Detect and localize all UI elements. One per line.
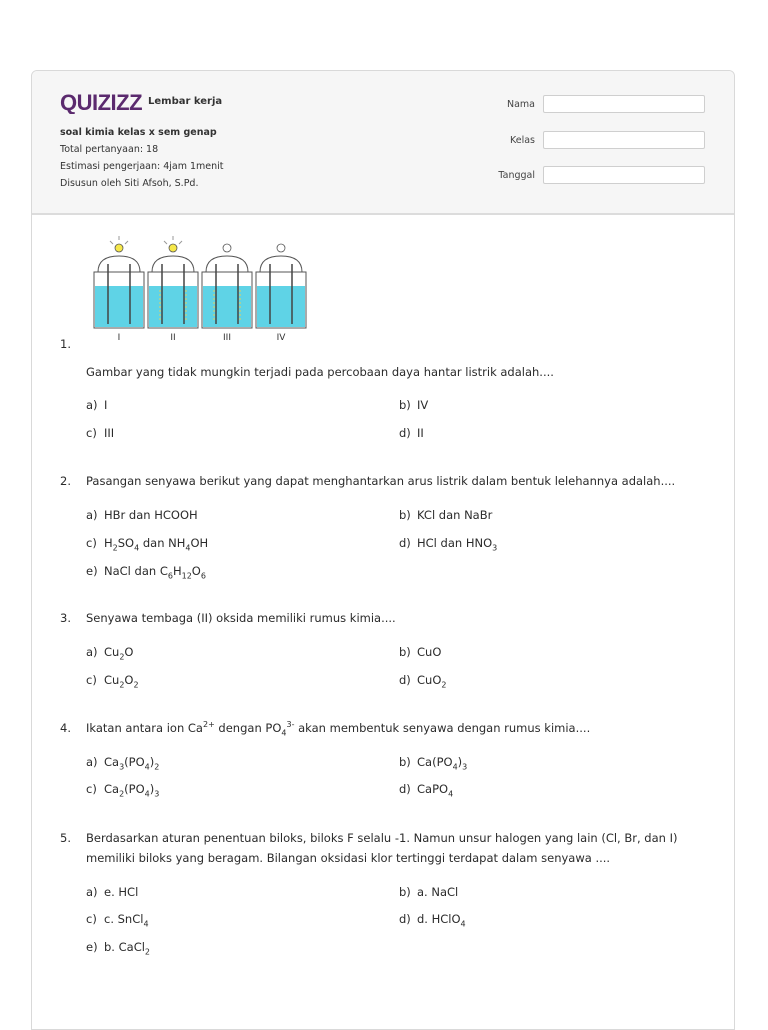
q3-option-a-text: $Cu_2O$ (104, 645, 134, 662)
worksheet-label: Lembar kerja (148, 96, 223, 107)
q5-option-a-key: a) (86, 885, 98, 899)
q1-option-a-text: I (104, 398, 108, 412)
q5-option-b[interactable] (399, 885, 458, 899)
q2-option-c-text: $H_2SO_4$ dan $NH_4OH$ (104, 536, 209, 553)
q3-option-b-text: CuO (417, 645, 442, 659)
q5-option-a[interactable] (86, 885, 138, 899)
name-label: Nama (506, 99, 535, 110)
beaker-3 (202, 244, 252, 328)
q2-option-d[interactable] (399, 536, 498, 553)
quizizz-logo (60, 89, 144, 115)
worksheet-title: soal kimia kelas x sem genap (60, 127, 217, 138)
figure-label-2: II (170, 333, 176, 343)
q4-option-b-text: $Ca(PO_4)_3$ (417, 755, 468, 772)
q5-option-c[interactable] (86, 912, 149, 929)
q5-option-e-key: e) (86, 940, 98, 954)
question-text-4 (86, 718, 590, 738)
q1-option-c-key: c) (86, 426, 97, 440)
q3-option-c-text: $Cu_2O_2$ (104, 673, 139, 690)
q5-option-b-text: a. NaCl (417, 885, 459, 899)
figure-label-4: IV (276, 333, 286, 343)
beaker-1 (94, 236, 144, 328)
q2-option-e-text: NaCl dan $C_6H_{12}O_6$ (104, 564, 206, 581)
q1-option-d-key: d) (399, 426, 411, 440)
q4-po-charge: 3- (286, 720, 295, 730)
logo-wordmark (60, 90, 144, 114)
q4-option-c[interactable] (86, 782, 160, 799)
q4-option-a-key: a) (86, 755, 98, 769)
q5-option-d-text: d. HClO$_4$ (417, 912, 466, 929)
q4-option-c-key: c) (86, 782, 97, 796)
q4-option-d[interactable] (399, 782, 454, 799)
q2-option-c-key: c) (86, 536, 97, 550)
q2-option-b-key: b) (399, 508, 411, 522)
question-number-3: 3. (60, 611, 71, 625)
class-field[interactable] (543, 131, 705, 149)
beaker-2 (148, 236, 198, 328)
question-text-5-line1: Berdasarkan aturan penentuan biloks, biloks F selalu -1. Namun unsur halogen yang lain (Cl, Br, dan I) (86, 831, 678, 845)
q5-option-c-text: c. SnCl$_4$ (104, 912, 149, 929)
q4-option-d-text: CaPO$_4$ (417, 782, 454, 799)
q1-option-b-text: IV (417, 398, 429, 412)
q2-option-a-text: HBr dan HCOOH (104, 508, 198, 522)
q2-option-b-text: KCl dan NaBr (417, 508, 493, 522)
q2-option-a[interactable] (86, 508, 198, 522)
question-number-4: 4. (60, 721, 71, 735)
q4-option-b[interactable] (399, 755, 468, 772)
q4-ca-charge: 2+ (202, 720, 215, 730)
q3-option-d-text: CuO$_2$ (417, 673, 447, 690)
q3-option-c-key: c) (86, 673, 97, 687)
q5-option-d-key: d) (399, 912, 411, 926)
q4-option-a-text: $Ca_3(PO_4)_2$ (104, 755, 160, 772)
time-estimate: Estimasi pengerjaan: 4jam 1menit (60, 161, 224, 172)
beaker-4 (256, 244, 306, 328)
q2-option-d-key: d) (399, 536, 411, 550)
q2-option-b[interactable] (399, 508, 492, 522)
q3-option-d-key: d) (399, 673, 411, 687)
question-text-2: Pasangan senyawa berikut yang dapat menghantarkan arus listrik dalam bentuk lelehannya adalah.... (86, 474, 676, 488)
q4-option-b-key: b) (399, 755, 411, 769)
q5-option-b-key: b) (399, 885, 411, 899)
q5-option-c-key: c) (86, 912, 97, 926)
worksheet-header (32, 71, 734, 215)
q5-option-e[interactable] (86, 940, 151, 957)
q3-option-d[interactable] (399, 673, 447, 690)
conductivity-figure (88, 234, 318, 350)
q4-text-part1: Ikatan antara ion Ca (86, 721, 203, 735)
q1-option-c[interactable] (86, 426, 114, 440)
question-text-5-line2: memiliki biloks yang beragam. Bilangan oksidasi klor tertinggi terdapat dalam senyawa .... (86, 851, 611, 865)
question-number-1: 1. (60, 337, 71, 351)
q2-option-a-key: a) (86, 508, 98, 522)
question-text-1: Gambar yang tidak mungkin terjadi pada percobaan daya hantar listrik adalah.... (86, 365, 554, 379)
date-label: Tanggal (498, 170, 535, 181)
q3-option-a-key: a) (86, 645, 98, 659)
q4-option-a[interactable] (86, 755, 160, 772)
date-field[interactable] (543, 166, 705, 184)
q5-option-d[interactable] (399, 912, 466, 929)
question-number-2: 2. (60, 474, 71, 488)
q2-option-c[interactable] (86, 536, 209, 553)
q3-option-b[interactable] (399, 645, 441, 659)
q1-option-a[interactable] (86, 398, 107, 412)
q4-po-subscript: 4 (281, 728, 287, 738)
q2-option-e-key: e) (86, 564, 98, 578)
q1-option-c-text: III (104, 426, 115, 440)
class-label: Kelas (509, 135, 535, 146)
q1-option-a-key: a) (86, 398, 98, 412)
q3-option-c[interactable] (86, 673, 139, 690)
name-field[interactable] (543, 95, 705, 113)
q5-option-a-text: e. HCl (104, 885, 139, 899)
q4-text-part3: akan membentuk senyawa dengan rumus kimia.... (294, 721, 591, 735)
beakers-illustration (88, 234, 318, 346)
question-number-5: 5. (60, 831, 71, 845)
q3-option-b-key: b) (399, 645, 411, 659)
q5-option-e-text: b. CaCl$_2$ (104, 940, 151, 957)
q4-option-c-text: $Ca_2(PO_4)_3$ (104, 782, 160, 799)
author: Disusun oleh Siti Afsoh, S.Pd. (60, 178, 199, 189)
q1-option-b[interactable] (399, 398, 428, 412)
q1-option-d-text: II (417, 426, 424, 440)
q1-option-b-key: b) (399, 398, 411, 412)
q2-option-e[interactable] (86, 564, 206, 581)
q3-option-a[interactable] (86, 645, 134, 662)
q4-text-part2: dengan PO (214, 721, 282, 735)
total-questions: Total pertanyaan: 18 (60, 144, 159, 155)
question-text-3: Senyawa tembaga (II) oksida memiliki rumus kimia.... (86, 611, 396, 625)
q1-option-d[interactable] (399, 426, 424, 440)
q2-option-d-text: HCl dan $HNO_3$ (417, 536, 498, 553)
q4-option-d-key: d) (399, 782, 411, 796)
figure-label-3: III (223, 333, 231, 343)
logo-text: QUIZIZZ (60, 90, 143, 114)
figure-label-1: I (117, 333, 121, 343)
